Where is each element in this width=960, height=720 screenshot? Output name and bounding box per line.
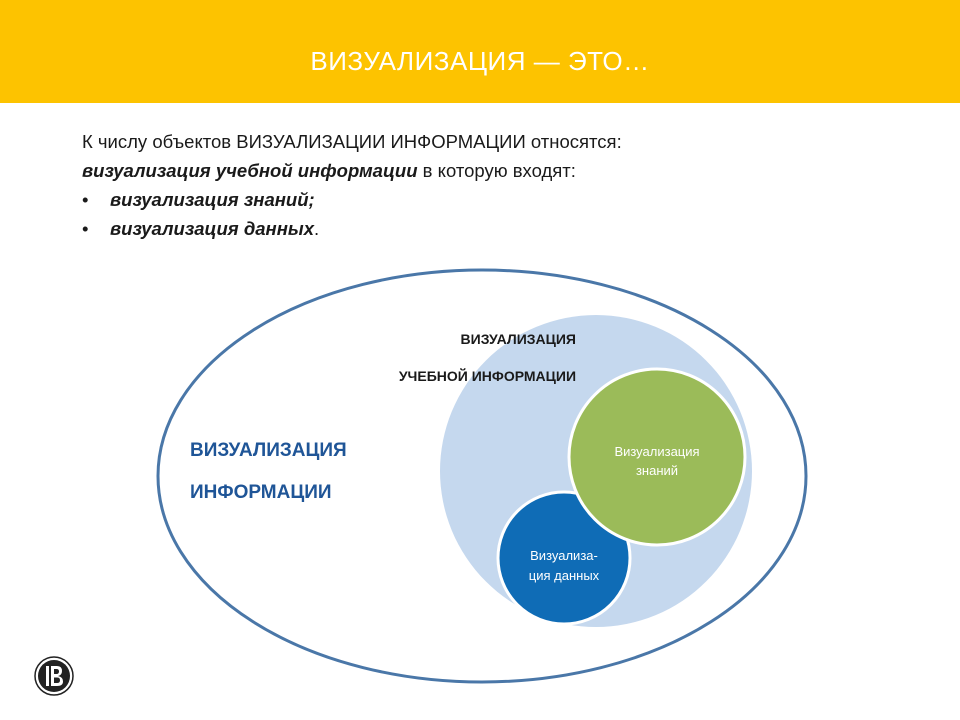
bullet-2-emphasis: визуализация данных: [110, 218, 314, 239]
knowledge-label-line-1: Визуализация: [614, 444, 700, 459]
bullet-1-emphasis: визуализация знаний;: [110, 189, 315, 210]
knowledge-label-line-2: знаний: [635, 463, 679, 478]
bullet-icon: •: [82, 218, 89, 239]
intro-line-1: К числу объектов ВИЗУАЛИЗАЦИИ ИНФОРМАЦИИ относятся:: [82, 131, 622, 152]
bullet-2-rest: .: [314, 218, 320, 239]
middle-label-line-2: УЧЕБНОЙ ИНФОРМАЦИИ: [398, 368, 576, 384]
outer-label-line-1: ВИЗУАЛИЗАЦИЯ: [190, 440, 347, 461]
slide-title: ВИЗУАЛИЗАЦИЯ — ЭТО…: [310, 46, 650, 76]
data-label-line-2: ция данных: [528, 568, 600, 583]
bullet-icon: •: [82, 189, 89, 210]
intro-line-2-emphasis: визуализация учебной информации: [82, 160, 418, 181]
intro-line-2-rest: в которую входят:: [417, 160, 576, 181]
middle-label-line-1: ВИЗУАЛИЗАЦИЯ: [460, 331, 576, 347]
outer-label-line-2: ИНФОРМАЦИИ: [190, 482, 332, 503]
data-label-line-1: Визуализа-: [530, 548, 598, 563]
hse-logo-icon: [34, 656, 74, 696]
